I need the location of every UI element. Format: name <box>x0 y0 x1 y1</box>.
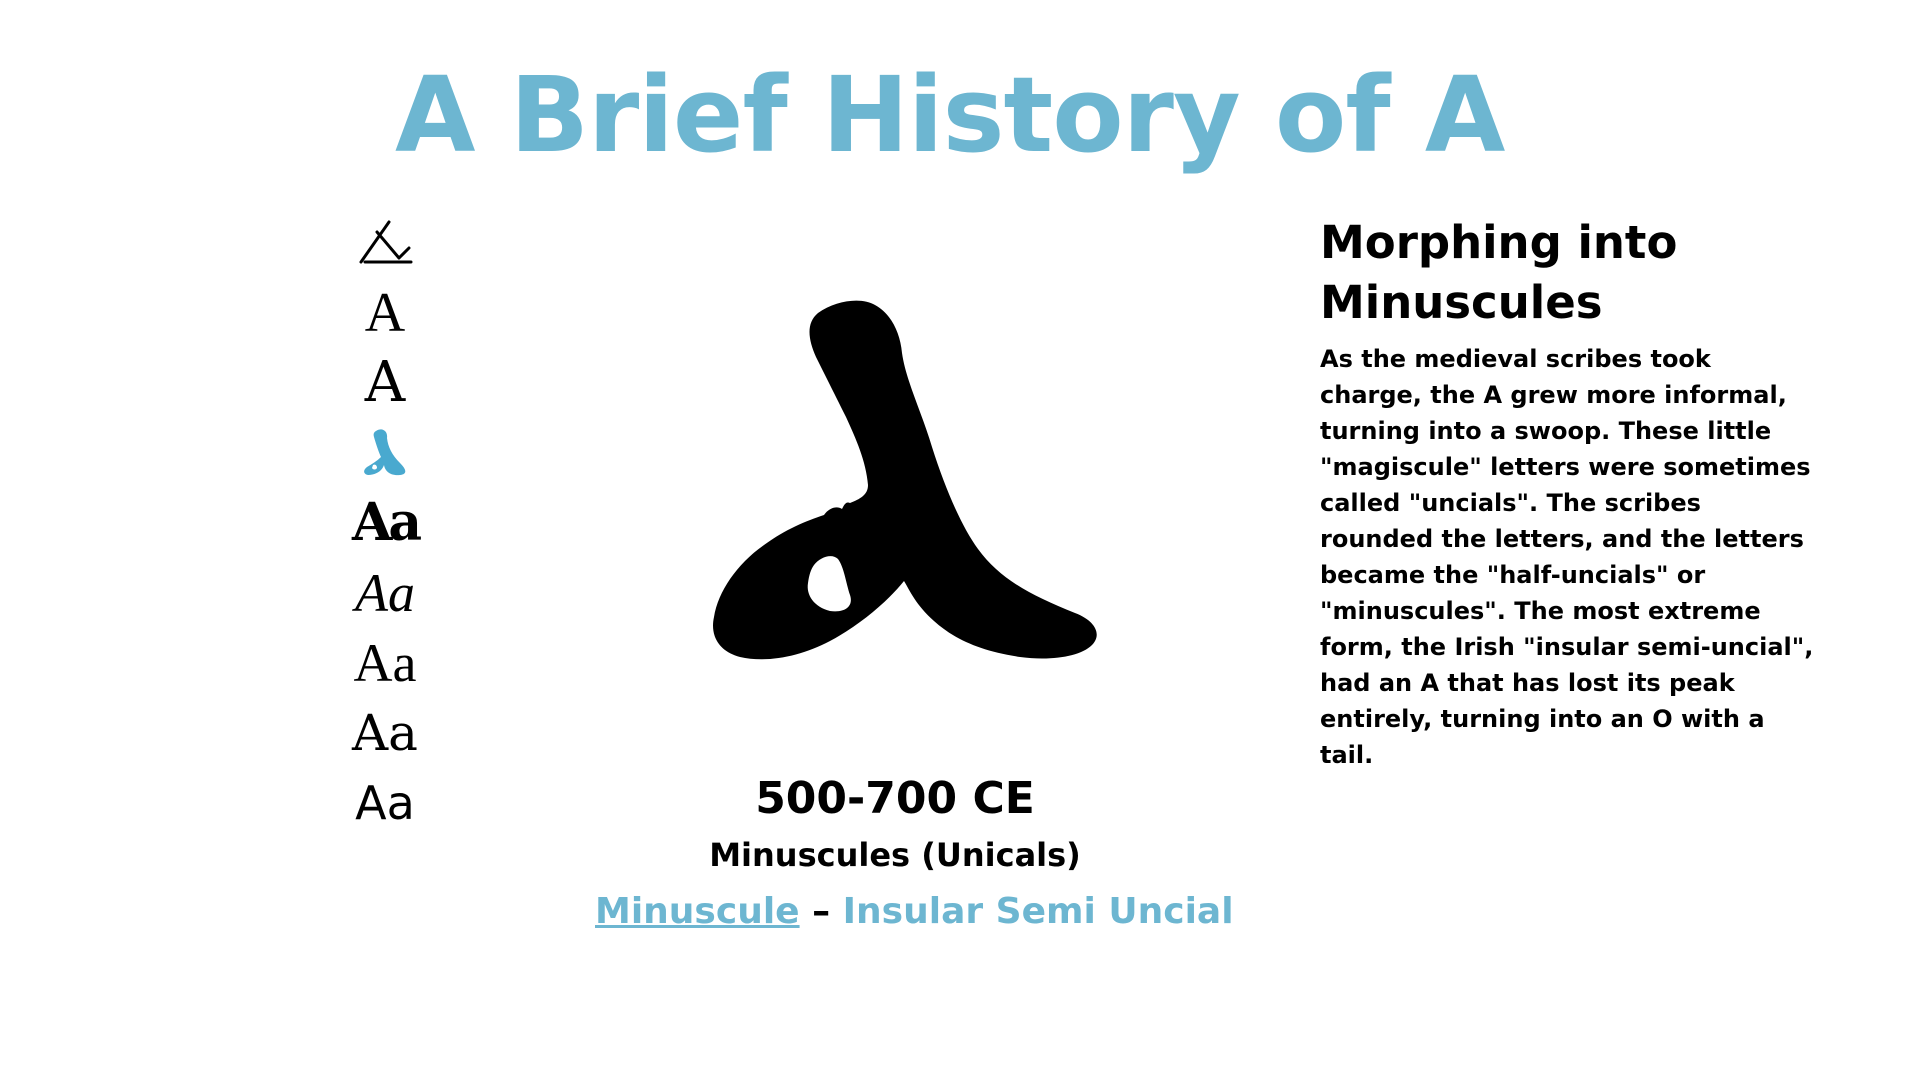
timeline-label-transitional: Aa <box>353 633 417 693</box>
section-heading: Morphing into Minuscules <box>1320 216 1678 329</box>
timeline-label-italic: Aa <box>355 563 415 623</box>
timeline-label-blackletter: Aa <box>351 492 419 553</box>
era-label: 500-700 CE <box>755 773 1035 824</box>
timeline-label-roman-bold: A <box>364 350 406 415</box>
timeline-label-didone: Aa <box>352 704 418 762</box>
greek-alpha-icon <box>355 218 415 268</box>
timeline-label-roman: A <box>364 282 406 344</box>
timeline-item-transitional[interactable] <box>345 628 425 698</box>
timeline-label-sans: Aa <box>355 776 415 830</box>
timeline-item-italic[interactable] <box>345 558 425 628</box>
related-links <box>595 887 1234 937</box>
timeline-item-roman[interactable] <box>345 278 425 348</box>
timeline-item-roman-bold[interactable] <box>345 348 425 418</box>
description-panel <box>1320 213 1820 773</box>
page-title: A Brief History of A <box>395 54 1505 176</box>
letter-timeline <box>345 208 425 838</box>
timeline-item-uncial[interactable] <box>345 418 425 488</box>
featured-uncial-letter <box>710 295 1110 725</box>
timeline-item-blackletter[interactable] <box>345 488 425 558</box>
uncial-a-icon <box>360 427 410 479</box>
timeline-item-didone[interactable] <box>345 698 425 768</box>
section-body: As the medieval scribes took charge, the A grew more informal, turning into a swoop. These little "magiscule" letters were sometimes called "uncials". The scribes rounded the letters, and the letters became the "half-uncials" or "minuscules". The most extreme form, the Irish "insular semi-uncial", had an A that has lost its peak entirely, turning into an O with a tail. <box>1320 345 1814 769</box>
insular-semi-uncial-label: Insular Semi Uncial <box>842 891 1234 932</box>
style-name-label: Minuscules (Unicals) <box>709 836 1081 874</box>
timeline-item-greek[interactable] <box>345 208 425 278</box>
link-separator: – <box>799 891 843 932</box>
minuscule-link[interactable]: Minuscule <box>595 891 800 932</box>
timeline-item-sans[interactable] <box>345 768 425 838</box>
